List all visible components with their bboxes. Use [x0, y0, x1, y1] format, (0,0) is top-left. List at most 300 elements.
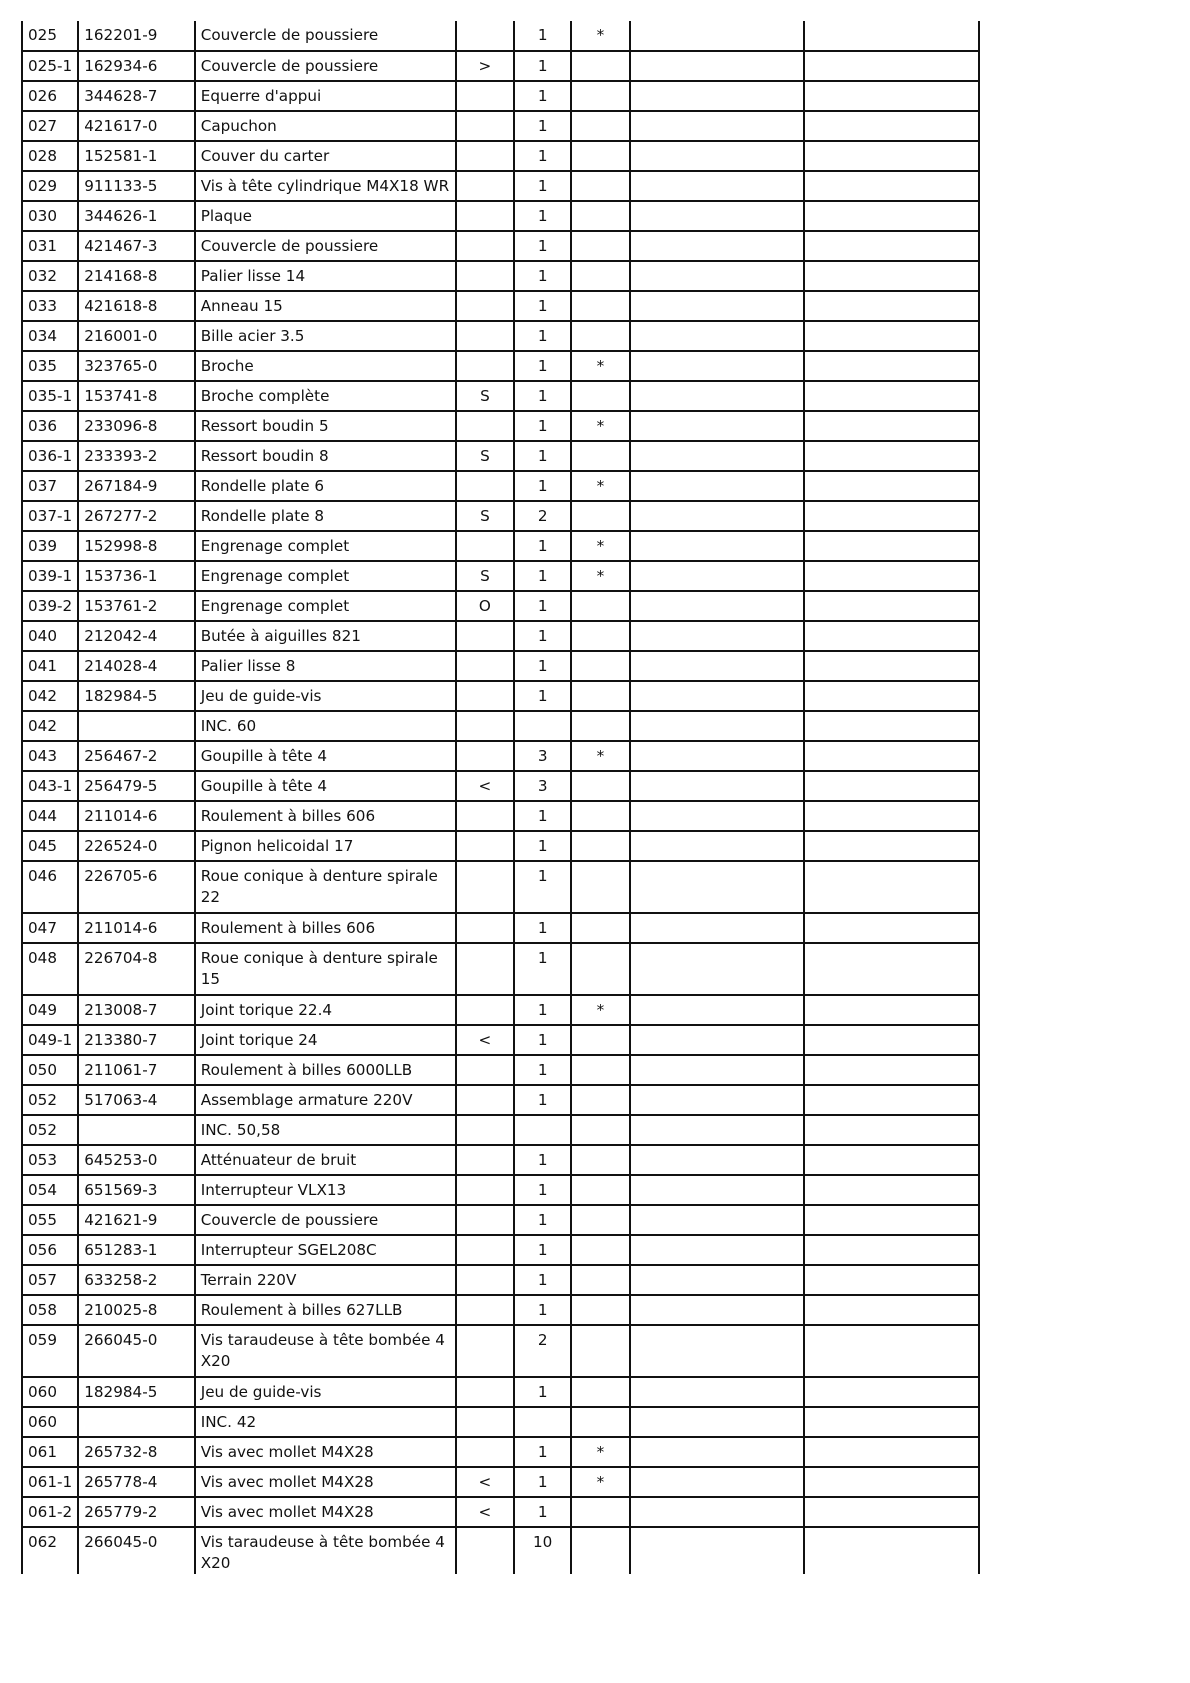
description-cell: Engrenage complet	[195, 561, 456, 591]
item-number-cell: 032	[22, 261, 78, 291]
part-number-cell: 651283-1	[78, 1235, 194, 1265]
item-number-cell: 035	[22, 351, 78, 381]
quantity-cell: 1	[514, 111, 571, 141]
change-flag-cell	[456, 651, 514, 681]
description-cell: Roue conique à denture spirale 15	[195, 943, 456, 995]
blank-cell	[804, 81, 979, 111]
table-row	[22, 1377, 979, 1407]
blank-cell	[630, 1115, 805, 1145]
item-number-cell: 055	[22, 1205, 78, 1235]
change-flag-cell	[456, 621, 514, 651]
description-cell: Vis à tête cylindrique M4X18 WR	[195, 171, 456, 201]
part-number-cell: 152998-8	[78, 531, 194, 561]
blank-cell	[630, 531, 805, 561]
description-cell: Joint torique 22.4	[195, 995, 456, 1025]
blank-cell	[630, 1527, 805, 1574]
part-number-cell: 210025-8	[78, 1295, 194, 1325]
part-number-cell: 421617-0	[78, 111, 194, 141]
table-row	[22, 711, 979, 741]
quantity-cell: 1	[514, 321, 571, 351]
part-number-cell: 214028-4	[78, 651, 194, 681]
change-flag-cell	[456, 1295, 514, 1325]
marker-cell	[571, 913, 629, 943]
blank-cell	[804, 943, 979, 995]
change-flag-cell	[456, 21, 514, 51]
part-number-cell	[78, 711, 194, 741]
change-flag-cell: S	[456, 561, 514, 591]
blank-cell	[804, 1115, 979, 1145]
quantity-cell: 1	[514, 1497, 571, 1527]
quantity-cell: 1	[514, 1055, 571, 1085]
table-row	[22, 171, 979, 201]
marker-cell	[571, 231, 629, 261]
quantity-cell: 10	[514, 1527, 571, 1574]
description-cell: Roue conique à denture spirale 22	[195, 861, 456, 913]
item-number-cell: 059	[22, 1325, 78, 1377]
table-row	[22, 321, 979, 351]
part-number-cell: 421467-3	[78, 231, 194, 261]
marker-cell	[571, 621, 629, 651]
blank-cell	[630, 621, 805, 651]
blank-cell	[804, 711, 979, 741]
part-number-cell: 211014-6	[78, 913, 194, 943]
item-number-cell: 043-1	[22, 771, 78, 801]
description-cell: Interrupteur VLX13	[195, 1175, 456, 1205]
blank-cell	[804, 651, 979, 681]
quantity-cell	[514, 1407, 571, 1437]
change-flag-cell	[456, 995, 514, 1025]
blank-cell	[804, 51, 979, 81]
quantity-cell: 1	[514, 561, 571, 591]
part-number-cell: 265779-2	[78, 1497, 194, 1527]
part-number-cell: 645253-0	[78, 1145, 194, 1175]
part-number-cell: 233096-8	[78, 411, 194, 441]
change-flag-cell: S	[456, 441, 514, 471]
item-number-cell: 052	[22, 1085, 78, 1115]
quantity-cell: 1	[514, 171, 571, 201]
description-cell: Palier lisse 8	[195, 651, 456, 681]
table-row	[22, 943, 979, 995]
blank-cell	[804, 1235, 979, 1265]
table-row	[22, 531, 979, 561]
description-cell: Couvercle de poussiere	[195, 1205, 456, 1235]
description-cell: Vis taraudeuse à tête bombée 4X20	[195, 1325, 456, 1377]
marker-cell	[571, 1377, 629, 1407]
blank-cell	[630, 1437, 805, 1467]
marker-cell	[571, 381, 629, 411]
blank-cell	[804, 141, 979, 171]
table-row	[22, 51, 979, 81]
quantity-cell: 1	[514, 351, 571, 381]
table-row	[22, 1265, 979, 1295]
marker-cell	[571, 943, 629, 995]
table-row	[22, 561, 979, 591]
blank-cell	[804, 1295, 979, 1325]
part-number-cell: 266045-0	[78, 1527, 194, 1574]
part-number-cell	[78, 1115, 194, 1145]
table-row	[22, 21, 979, 51]
part-number-cell	[78, 1407, 194, 1437]
quantity-cell: 1	[514, 943, 571, 995]
item-number-cell: 049-1	[22, 1025, 78, 1055]
change-flag-cell: S	[456, 381, 514, 411]
marker-cell	[571, 81, 629, 111]
quantity-cell: 1	[514, 531, 571, 561]
quantity-cell: 1	[514, 913, 571, 943]
marker-cell	[571, 651, 629, 681]
change-flag-cell	[456, 681, 514, 711]
part-number-cell: 211014-6	[78, 801, 194, 831]
marker-cell	[571, 321, 629, 351]
quantity-cell: 1	[514, 591, 571, 621]
part-number-cell: 267277-2	[78, 501, 194, 531]
blank-cell	[804, 831, 979, 861]
part-number-cell: 421621-9	[78, 1205, 194, 1235]
marker-cell	[571, 1115, 629, 1145]
change-flag-cell	[456, 411, 514, 441]
description-cell: Rondelle plate 8	[195, 501, 456, 531]
change-flag-cell: <	[456, 1497, 514, 1527]
change-flag-cell	[456, 943, 514, 995]
description-cell: Engrenage complet	[195, 591, 456, 621]
blank-cell	[630, 1145, 805, 1175]
item-number-cell: 042	[22, 681, 78, 711]
marker-cell	[571, 1407, 629, 1437]
description-cell: Anneau 15	[195, 291, 456, 321]
description-cell: Atténuateur de bruit	[195, 1145, 456, 1175]
part-number-cell: 182984-5	[78, 1377, 194, 1407]
blank-cell	[630, 1377, 805, 1407]
blank-cell	[630, 913, 805, 943]
blank-cell	[630, 711, 805, 741]
change-flag-cell	[456, 1235, 514, 1265]
quantity-cell: 1	[514, 81, 571, 111]
marker-cell	[571, 201, 629, 231]
blank-cell	[630, 1265, 805, 1295]
blank-cell	[804, 591, 979, 621]
part-number-cell: 323765-0	[78, 351, 194, 381]
description-cell: Broche complète	[195, 381, 456, 411]
item-number-cell: 053	[22, 1145, 78, 1175]
blank-cell	[804, 1205, 979, 1235]
part-number-cell: 212042-4	[78, 621, 194, 651]
marker-cell: *	[571, 995, 629, 1025]
blank-cell	[630, 801, 805, 831]
part-number-cell: 211061-7	[78, 1055, 194, 1085]
blank-cell	[804, 351, 979, 381]
quantity-cell: 1	[514, 681, 571, 711]
description-cell: Capuchon	[195, 111, 456, 141]
blank-cell	[630, 321, 805, 351]
item-number-cell: 043	[22, 741, 78, 771]
item-number-cell: 029	[22, 171, 78, 201]
quantity-cell: 1	[514, 51, 571, 81]
change-flag-cell	[456, 1145, 514, 1175]
description-cell: Roulement à billes 606	[195, 913, 456, 943]
blank-cell	[630, 771, 805, 801]
item-number-cell: 060	[22, 1407, 78, 1437]
item-number-cell: 054	[22, 1175, 78, 1205]
blank-cell	[804, 171, 979, 201]
blank-cell	[630, 651, 805, 681]
item-number-cell: 041	[22, 651, 78, 681]
blank-cell	[804, 201, 979, 231]
description-cell: Bille acier 3.5	[195, 321, 456, 351]
blank-cell	[804, 771, 979, 801]
part-number-cell: 162201-9	[78, 21, 194, 51]
part-number-cell: 152581-1	[78, 141, 194, 171]
blank-cell	[630, 21, 805, 51]
blank-cell	[804, 1325, 979, 1377]
quantity-cell: 1	[514, 1467, 571, 1497]
blank-cell	[804, 441, 979, 471]
table-row	[22, 231, 979, 261]
quantity-cell: 1	[514, 261, 571, 291]
table-row	[22, 801, 979, 831]
blank-cell	[804, 1377, 979, 1407]
change-flag-cell	[456, 261, 514, 291]
change-flag-cell	[456, 831, 514, 861]
blank-cell	[630, 411, 805, 441]
item-number-cell: 031	[22, 231, 78, 261]
item-number-cell: 030	[22, 201, 78, 231]
quantity-cell: 1	[514, 441, 571, 471]
change-flag-cell	[456, 321, 514, 351]
blank-cell	[630, 1295, 805, 1325]
description-cell: INC. 42	[195, 1407, 456, 1437]
blank-cell	[804, 1055, 979, 1085]
description-cell: Goupille à tête 4	[195, 771, 456, 801]
marker-cell	[571, 771, 629, 801]
marker-cell	[571, 681, 629, 711]
description-cell: Engrenage complet	[195, 531, 456, 561]
change-flag-cell	[456, 1325, 514, 1377]
change-flag-cell	[456, 351, 514, 381]
table-row	[22, 111, 979, 141]
marker-cell: *	[571, 741, 629, 771]
marker-cell: *	[571, 531, 629, 561]
quantity-cell: 1	[514, 1295, 571, 1325]
blank-cell	[804, 411, 979, 441]
quantity-cell: 1	[514, 801, 571, 831]
item-number-cell: 027	[22, 111, 78, 141]
quantity-cell: 1	[514, 861, 571, 913]
blank-cell	[804, 21, 979, 51]
quantity-cell: 1	[514, 201, 571, 231]
marker-cell	[571, 1025, 629, 1055]
blank-cell	[630, 351, 805, 381]
table-row	[22, 441, 979, 471]
blank-cell	[804, 471, 979, 501]
parts-list-page	[21, 21, 980, 1574]
table-row	[22, 1025, 979, 1055]
part-number-cell: 344626-1	[78, 201, 194, 231]
part-number-cell: 267184-9	[78, 471, 194, 501]
change-flag-cell	[456, 1115, 514, 1145]
change-flag-cell: <	[456, 1025, 514, 1055]
blank-cell	[630, 861, 805, 913]
table-row	[22, 1295, 979, 1325]
item-number-cell: 036-1	[22, 441, 78, 471]
table-row	[22, 1235, 979, 1265]
part-number-cell: 213380-7	[78, 1025, 194, 1055]
change-flag-cell	[456, 1175, 514, 1205]
table-row	[22, 1325, 979, 1377]
item-number-cell: 047	[22, 913, 78, 943]
change-flag-cell	[456, 471, 514, 501]
marker-cell	[571, 1497, 629, 1527]
description-cell: Butée à aiguilles 821	[195, 621, 456, 651]
table-row	[22, 471, 979, 501]
blank-cell	[804, 1497, 979, 1527]
change-flag-cell	[456, 913, 514, 943]
item-number-cell: 060	[22, 1377, 78, 1407]
blank-cell	[630, 471, 805, 501]
parts-table	[21, 21, 980, 1574]
blank-cell	[630, 1205, 805, 1235]
marker-cell	[571, 831, 629, 861]
blank-cell	[804, 1407, 979, 1437]
quantity-cell: 1	[514, 1085, 571, 1115]
blank-cell	[804, 1145, 979, 1175]
blank-cell	[804, 231, 979, 261]
blank-cell	[630, 1175, 805, 1205]
table-row	[22, 831, 979, 861]
item-number-cell: 049	[22, 995, 78, 1025]
table-row	[22, 1437, 979, 1467]
quantity-cell: 1	[514, 231, 571, 261]
item-number-cell: 028	[22, 141, 78, 171]
table-row	[22, 1085, 979, 1115]
change-flag-cell	[456, 81, 514, 111]
quantity-cell: 1	[514, 1205, 571, 1235]
quantity-cell: 1	[514, 651, 571, 681]
table-row	[22, 381, 979, 411]
description-cell: Plaque	[195, 201, 456, 231]
marker-cell	[571, 1527, 629, 1574]
change-flag-cell	[456, 1527, 514, 1574]
blank-cell	[630, 741, 805, 771]
quantity-cell: 1	[514, 1175, 571, 1205]
marker-cell	[571, 1085, 629, 1115]
table-row	[22, 1527, 979, 1574]
blank-cell	[630, 1407, 805, 1437]
table-row	[22, 81, 979, 111]
part-number-cell: 233393-2	[78, 441, 194, 471]
marker-cell	[571, 1205, 629, 1235]
marker-cell	[571, 861, 629, 913]
table-row	[22, 741, 979, 771]
description-cell: Ressort boudin 5	[195, 411, 456, 441]
change-flag-cell	[456, 531, 514, 561]
marker-cell: *	[571, 1437, 629, 1467]
item-number-cell: 037	[22, 471, 78, 501]
change-flag-cell	[456, 171, 514, 201]
item-number-cell: 045	[22, 831, 78, 861]
table-row	[22, 771, 979, 801]
description-cell: Roulement à billes 606	[195, 801, 456, 831]
blank-cell	[630, 381, 805, 411]
marker-cell	[571, 591, 629, 621]
item-number-cell: 061-2	[22, 1497, 78, 1527]
blank-cell	[630, 1025, 805, 1055]
part-number-cell: 633258-2	[78, 1265, 194, 1295]
blank-cell	[630, 291, 805, 321]
blank-cell	[630, 231, 805, 261]
item-number-cell: 033	[22, 291, 78, 321]
item-number-cell: 040	[22, 621, 78, 651]
part-number-cell: 213008-7	[78, 995, 194, 1025]
marker-cell	[571, 1055, 629, 1085]
blank-cell	[804, 531, 979, 561]
part-number-cell: 182984-5	[78, 681, 194, 711]
description-cell: Roulement à billes 6000LLB	[195, 1055, 456, 1085]
table-row	[22, 861, 979, 913]
change-flag-cell	[456, 201, 514, 231]
part-number-cell: 216001-0	[78, 321, 194, 351]
item-number-cell: 039-2	[22, 591, 78, 621]
description-cell: Assemblage armature 220V	[195, 1085, 456, 1115]
blank-cell	[630, 995, 805, 1025]
table-row	[22, 1467, 979, 1497]
part-number-cell: 265732-8	[78, 1437, 194, 1467]
part-number-cell: 162934-6	[78, 51, 194, 81]
item-number-cell: 039-1	[22, 561, 78, 591]
marker-cell: *	[571, 411, 629, 441]
description-cell: Goupille à tête 4	[195, 741, 456, 771]
blank-cell	[804, 261, 979, 291]
change-flag-cell	[456, 1265, 514, 1295]
parts-table-body	[22, 21, 979, 1574]
blank-cell	[630, 591, 805, 621]
blank-cell	[804, 1437, 979, 1467]
change-flag-cell: >	[456, 51, 514, 81]
quantity-cell: 1	[514, 1235, 571, 1265]
marker-cell: *	[571, 561, 629, 591]
quantity-cell: 1	[514, 1025, 571, 1055]
change-flag-cell: <	[456, 1467, 514, 1497]
description-cell: Vis taraudeuse à tête bombée 4X20	[195, 1527, 456, 1574]
quantity-cell: 3	[514, 771, 571, 801]
table-row	[22, 411, 979, 441]
quantity-cell: 1	[514, 21, 571, 51]
marker-cell: *	[571, 471, 629, 501]
marker-cell	[571, 1265, 629, 1295]
description-cell: INC. 50,58	[195, 1115, 456, 1145]
description-cell: Ressort boudin 8	[195, 441, 456, 471]
blank-cell	[804, 741, 979, 771]
part-number-cell: 153761-2	[78, 591, 194, 621]
change-flag-cell	[456, 231, 514, 261]
table-row	[22, 913, 979, 943]
blank-cell	[630, 51, 805, 81]
part-number-cell: 517063-4	[78, 1085, 194, 1115]
blank-cell	[630, 141, 805, 171]
item-number-cell: 044	[22, 801, 78, 831]
blank-cell	[630, 1235, 805, 1265]
description-cell: Jeu de guide-vis	[195, 681, 456, 711]
description-cell: Rondelle plate 6	[195, 471, 456, 501]
marker-cell	[571, 1235, 629, 1265]
marker-cell	[571, 801, 629, 831]
marker-cell: *	[571, 1467, 629, 1497]
change-flag-cell	[456, 1205, 514, 1235]
description-cell: Couvercle de poussiere	[195, 231, 456, 261]
table-row	[22, 291, 979, 321]
marker-cell	[571, 171, 629, 201]
change-flag-cell: S	[456, 501, 514, 531]
table-row	[22, 1115, 979, 1145]
